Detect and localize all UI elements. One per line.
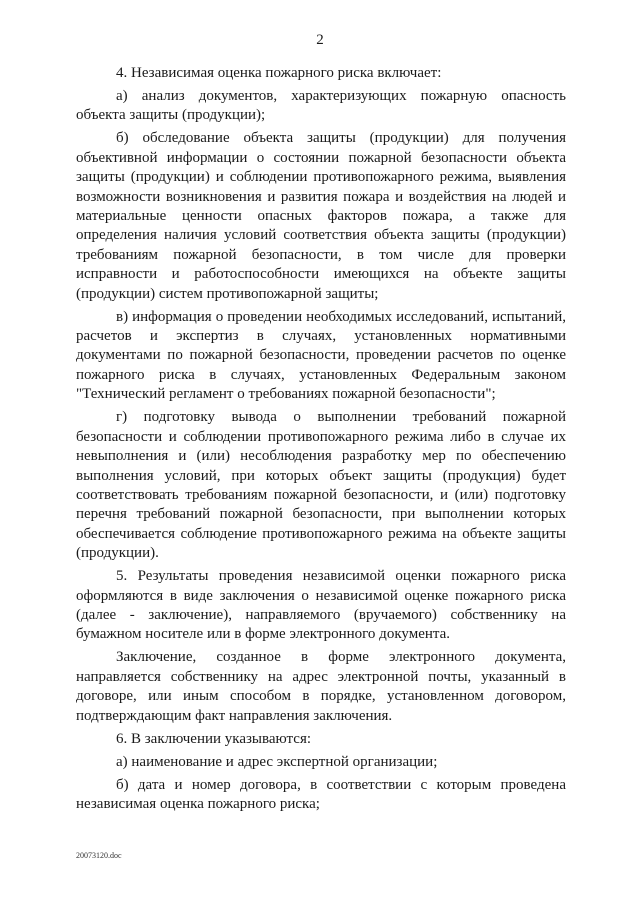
paragraph-4g: г) подготовку вывода о выполнении требований пожарной безопасности и соблюдении противопожарного режима либо в случае их невыполнения и (или) несоблюдения разработку мер по обеспечению выполнения условий, при которых объект защиты (продукция) будет соответствовать требованиям пожарной безопасности, и (или) подготовку перечня требований пожарной безопасности, при выполнении которых обеспечивается соблюдение противопожарного режима на объекте защиты (продукции).: [76, 409, 566, 562]
paragraph-5: 5. Результаты проведения независимой оценки пожарного риска оформляются в виде заключения о независимой оценке пожарного риска (далее - заключение), направляемого (вручаемого) собственнику на бумажном носителе или в форме электронного документа.: [76, 568, 566, 643]
footer-file-name: 20073120.doc: [76, 851, 122, 860]
paragraph-4a: а) анализ документов, характеризующих пожарную опасность объекта защиты (продукции);: [76, 88, 566, 124]
paragraph-4v: в) информация о проведении необходимых исследований, испытаний, расчетов и экспертиз в случаях, установленных нормативными документами по пожарной безопасности, проведении расчетов по оценке пожарного риска в случаях, установленных Федеральным законом "Технический регламент о требованиях пожарной безопасности";: [76, 308, 566, 403]
paragraph-6-heading: 6. В заключении указываются:: [116, 730, 312, 747]
paragraph-6b: б) дата и номер договора, в соответствии с которым проведена независимая оценка пожарного риска;: [76, 776, 566, 812]
document-body: [76, 64, 566, 814]
paragraph-5-electronic: Заключение, созданное в форме электронного документа, направляется собственнику на адрес электронной почты, указанный в договоре, или иным способом в порядке, установленном договором, подтверждающим факт направления заключения.: [76, 649, 566, 724]
paragraph-4b: б) обследование объекта защиты (продукции) для получения объективной информации о состоянии пожарной безопасности объекта защиты (продукции) и соблюдении противопожарного режима, выявления возможности возникновения и развития пожара и воздействия на людей и материальные ценности опасных факторов пожара, а также для определения наличия условий соответствия объекта защиты (продукции) требованиям пожарной безопасности, в том числе для проверки исправности и работоспособности имеющихся на объекте защиты (продукции) систем противопожарной защиты;: [76, 130, 566, 302]
paragraph-4-heading: 4. Независимая оценка пожарного риска включает:: [116, 65, 442, 81]
paragraph-6a: а) наименование и адрес экспертной организации;: [116, 753, 438, 770]
page-number: 2: [316, 32, 324, 48]
